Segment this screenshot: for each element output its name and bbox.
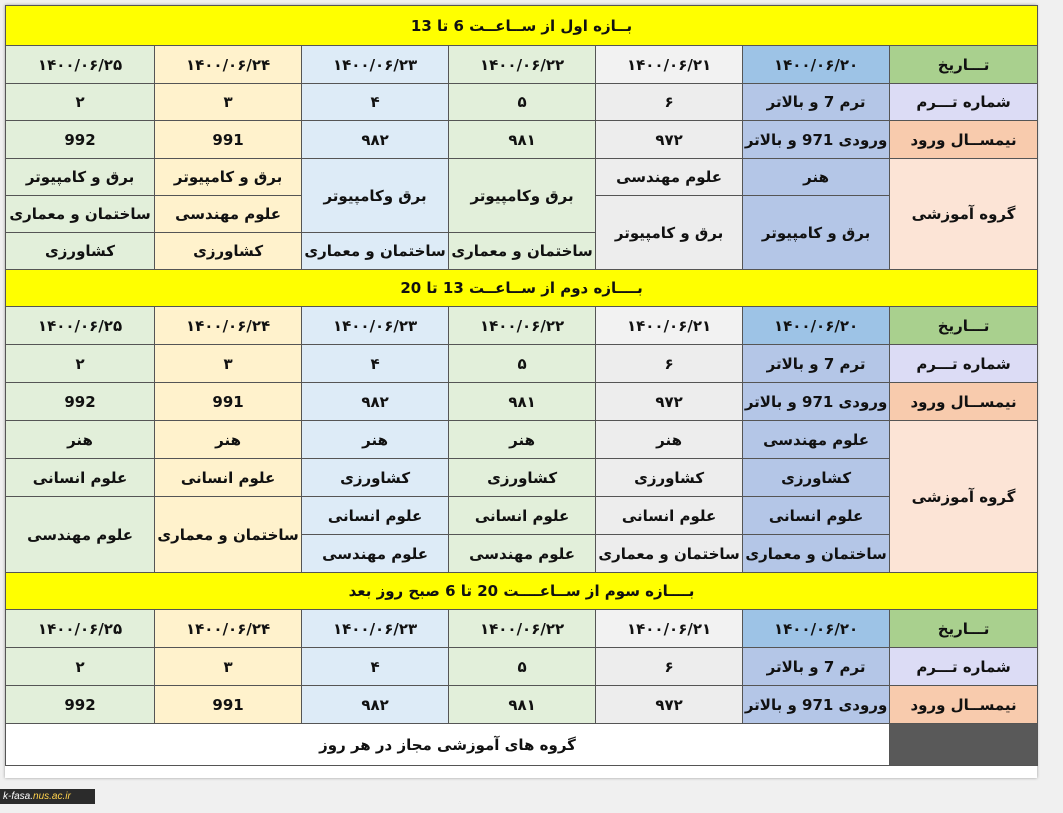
schedule-sheet — [5, 5, 1037, 778]
semester-cell: ۶ — [596, 345, 743, 383]
watermark-domain: nus.ac.ir — [33, 791, 71, 802]
group-cell: هنر — [596, 421, 743, 459]
entry-cell: ۹۸۱ — [449, 121, 596, 159]
band-2-header: بــــازه دوم از ســاعــت 13 تا 20 — [6, 270, 1038, 307]
date-cell: ۱۴۰۰/۰۶/۲۴ — [155, 46, 302, 84]
semester-label: شماره تـــرم — [890, 84, 1038, 121]
group-cell: کشاورزی — [449, 459, 596, 497]
entry-cell: ۹۸۱ — [449, 383, 596, 421]
group-cell: علوم انسانی — [596, 497, 743, 535]
semester-cell: ترم 7 و بالاتر — [743, 84, 890, 121]
group-cell: برق وکامپیوتر — [302, 159, 449, 233]
date-cell: ۱۴۰۰/۰۶/۲۳ — [302, 307, 449, 345]
date-cell: ۱۴۰۰/۰۶/۲۱ — [596, 307, 743, 345]
vertical-scrollbar[interactable] — [1045, 0, 1063, 813]
semester-cell: ۲ — [6, 648, 155, 686]
group-cell: علوم مهندسی — [743, 421, 890, 459]
date-cell: ۱۴۰۰/۰۶/۲۰ — [743, 307, 890, 345]
entry-cell: 991 — [155, 121, 302, 159]
group-cell: علوم مهندسی — [6, 497, 155, 573]
semester-cell: ۶ — [596, 84, 743, 121]
semester-cell: ۴ — [302, 84, 449, 121]
group-cell: علوم انسانی — [302, 497, 449, 535]
group-cell: کشاورزی — [302, 459, 449, 497]
semester-cell: ۴ — [302, 345, 449, 383]
group-cell: کشاورزی — [743, 459, 890, 497]
group-cell: ساختمان و معماری — [155, 497, 302, 573]
entry-cell: 992 — [6, 686, 155, 724]
semester-cell: ۵ — [449, 648, 596, 686]
entry-label: نیمســال ورود — [890, 383, 1038, 421]
date-cell: ۱۴۰۰/۰۶/۲۵ — [6, 307, 155, 345]
group-cell: هنر — [449, 421, 596, 459]
group-cell: علوم مهندسی — [596, 159, 743, 196]
group-cell: هنر — [155, 421, 302, 459]
date-label: تـــاریخ — [890, 307, 1038, 345]
entry-cell: 992 — [6, 121, 155, 159]
semester-label: شماره تـــرم — [890, 345, 1038, 383]
group-cell: علوم مهندسی — [302, 535, 449, 573]
entry-cell: ۹۷۲ — [596, 121, 743, 159]
group-cell: کشاورزی — [155, 233, 302, 270]
group-cell: هنر — [6, 421, 155, 459]
date-cell: ۱۴۰۰/۰۶/۲۰ — [743, 610, 890, 648]
semester-cell: ۴ — [302, 648, 449, 686]
group-cell: علوم انسانی — [743, 497, 890, 535]
semester-row — [6, 84, 1038, 121]
date-cell: ۱۴۰۰/۰۶/۲۲ — [449, 46, 596, 84]
group-cell: کشاورزی — [6, 233, 155, 270]
date-cell: ۱۴۰۰/۰۶/۲۱ — [596, 46, 743, 84]
semester-cell: ترم 7 و بالاتر — [743, 648, 890, 686]
group-cell: کشاورزی — [596, 459, 743, 497]
semester-cell: ۳ — [155, 648, 302, 686]
date-cell: ۱۴۰۰/۰۶/۲۲ — [449, 610, 596, 648]
date-row — [6, 46, 1038, 84]
group-cell: هنر — [302, 421, 449, 459]
semester-cell: ۲ — [6, 345, 155, 383]
group-cell: ساختمان و معماری — [6, 196, 155, 233]
group-cell: ساختمان و معماری — [596, 535, 743, 573]
date-cell: ۱۴۰۰/۰۶/۲۵ — [6, 46, 155, 84]
band-3-header: بــــازه سوم از ســاعــــت 20 تا 6 صبح روز بعد — [6, 573, 1038, 610]
entry-cell: 992 — [6, 383, 155, 421]
group-cell: برق وکامپیوتر — [449, 159, 596, 233]
site-watermark — [0, 789, 95, 804]
entry-cell: ۹۷۲ — [596, 383, 743, 421]
entry-label: نیمســال ورود — [890, 686, 1038, 724]
entry-row — [6, 383, 1038, 421]
entry-cell: ورودی 971 و بالاتر — [743, 121, 890, 159]
date-cell: ۱۴۰۰/۰۶/۲۴ — [155, 307, 302, 345]
entry-cell: ۹۷۲ — [596, 686, 743, 724]
group-label: گروه آموزشی — [890, 159, 1038, 270]
date-row — [6, 610, 1038, 648]
group-cell: ساختمان و معماری — [449, 233, 596, 270]
entry-cell: 991 — [155, 383, 302, 421]
entry-label: نیمســال ورود — [890, 121, 1038, 159]
group-cell: برق و کامپیوتر — [596, 196, 743, 270]
semester-cell: ۳ — [155, 84, 302, 121]
entry-cell: ۹۸۱ — [449, 686, 596, 724]
entry-cell: ۹۸۲ — [302, 121, 449, 159]
group-cell: هنر — [743, 159, 890, 196]
group-cell: علوم مهندسی — [449, 535, 596, 573]
date-row — [6, 307, 1038, 345]
entry-cell: ورودی 971 و بالاتر — [743, 686, 890, 724]
entry-cell: ورودی 971 و بالاتر — [743, 383, 890, 421]
group-cell: برق و کامپیوتر — [155, 159, 302, 196]
semester-cell: ۵ — [449, 345, 596, 383]
semester-cell: ۳ — [155, 345, 302, 383]
group-cell: برق و کامپیوتر — [743, 196, 890, 270]
semester-cell: ۵ — [449, 84, 596, 121]
empty-gray-cell — [890, 724, 1038, 766]
semester-cell: ترم 7 و بالاتر — [743, 345, 890, 383]
band-1-header: بــازه اول از ســاعــت 6 تا 13 — [6, 6, 1038, 46]
group-cell: علوم انسانی — [155, 459, 302, 497]
date-label: تـــاریخ — [890, 610, 1038, 648]
date-cell: ۱۴۰۰/۰۶/۲۱ — [596, 610, 743, 648]
group-cell: ساختمان و معماری — [743, 535, 890, 573]
semester-cell: ۲ — [6, 84, 155, 121]
group-cell: علوم انسانی — [6, 459, 155, 497]
exam-schedule-table — [5, 5, 1038, 766]
date-cell: ۱۴۰۰/۰۶/۲۴ — [155, 610, 302, 648]
entry-cell: ۹۸۲ — [302, 686, 449, 724]
semester-row — [6, 345, 1038, 383]
date-cell: ۱۴۰۰/۰۶/۲۳ — [302, 610, 449, 648]
watermark-prefix: k-fasa. — [3, 791, 34, 802]
date-cell: ۱۴۰۰/۰۶/۲۵ — [6, 610, 155, 648]
date-label: تـــاریخ — [890, 46, 1038, 84]
semester-cell: ۶ — [596, 648, 743, 686]
group-label: گروه آموزشی — [890, 421, 1038, 573]
date-cell: ۱۴۰۰/۰۶/۲۲ — [449, 307, 596, 345]
entry-row — [6, 686, 1038, 724]
date-cell: ۱۴۰۰/۰۶/۲۰ — [743, 46, 890, 84]
semester-label: شماره تـــرم — [890, 648, 1038, 686]
entry-cell: 991 — [155, 686, 302, 724]
entry-row — [6, 121, 1038, 159]
group-cell: ساختمان و معماری — [302, 233, 449, 270]
group-cell: علوم انسانی — [449, 497, 596, 535]
date-cell: ۱۴۰۰/۰۶/۲۳ — [302, 46, 449, 84]
semester-row — [6, 648, 1038, 686]
group-cell: برق و کامپیوتر — [6, 159, 155, 196]
note-text: گروه های آموزشی مجاز در هر روز — [6, 724, 890, 766]
entry-cell: ۹۸۲ — [302, 383, 449, 421]
group-cell: علوم مهندسی — [155, 196, 302, 233]
